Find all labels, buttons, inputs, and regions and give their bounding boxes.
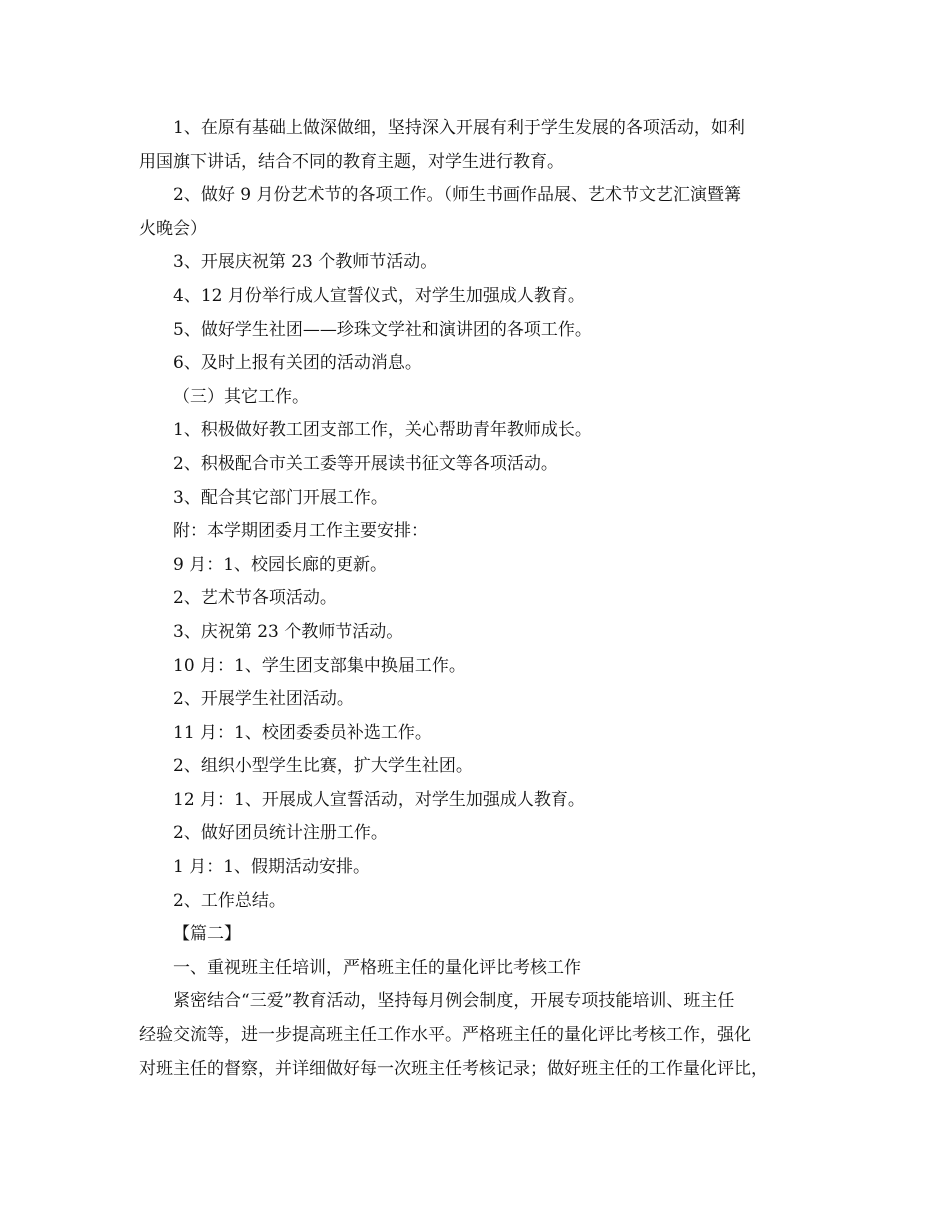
- schedule-line: 10 月：1、学生团支部集中换届工作。: [173, 655, 466, 676]
- schedule-line: 3、庆祝第 23 个教师节活动。: [173, 621, 404, 642]
- schedule-line: 1 月：1、假期活动安排。: [173, 857, 371, 878]
- text-line: 3、配合其它部门开展工作。: [173, 487, 388, 508]
- schedule-line: 2、工作总结。: [173, 890, 286, 911]
- text-line: 经验交流等，进一步提高班主任工作水平。严格班主任的量化评比考核工作，强化: [139, 1025, 751, 1046]
- text-line: 6、及时上报有关团的活动消息。: [173, 353, 422, 374]
- part-heading: 【篇二】: [173, 924, 241, 945]
- text-line: 紧密结合“三爱”教育活动，坚持每月例会制度，开展专项技能培训、班主任: [173, 991, 735, 1012]
- text-line: 1、积极做好教工团支部工作，关心帮助青年教师成长。: [173, 420, 592, 441]
- text-line: 对班主任的督察，并详细做好每一次班主任考核记录；做好班主任的工作量化评比，: [139, 1058, 768, 1079]
- schedule-line: 2、艺术节各项活动。: [173, 588, 337, 609]
- document-page: [139, 112, 825, 1086]
- section-heading: 一、重视班主任培训，严格班主任的量化评比考核工作: [173, 957, 581, 978]
- text-line: 4、12 月份举行成人宣誓仪式，对学生加强成人教育。: [173, 285, 585, 306]
- text-line: 用国旗下讲话，结合不同的教育主题，对学生进行教育。: [139, 151, 564, 172]
- text-line: 5、做好学生社团——珍珠文学社和演讲团的各项工作。: [173, 319, 592, 340]
- text-line: 2、积极配合市关工委等开展读书征文等各项活动。: [173, 453, 558, 474]
- schedule-heading: 附：本学期团委月工作主要安排：: [173, 521, 428, 542]
- text-line: 火晚会）: [139, 218, 207, 239]
- schedule-line: 12 月：1、开展成人宣誓活动，对学生加强成人教育。: [173, 789, 585, 810]
- text-line: 3、开展庆祝第 23 个教师节活动。: [173, 252, 438, 273]
- schedule-line: 2、组织小型学生比赛，扩大学生社团。: [173, 756, 473, 777]
- text-line: 1、在原有基础上做深做细，坚持深入开展有利于学生发展的各项活动，如利: [173, 118, 745, 138]
- schedule-line: 11 月：1、校团委委员补选工作。: [173, 722, 432, 743]
- schedule-line: 2、做好团员统计注册工作。: [173, 823, 388, 844]
- text-line: 2、做好 9 月份艺术节的各项工作。（师生书画作品展、艺术节文艺汇演暨篝: [173, 185, 741, 206]
- section-heading: （三）其它工作。: [173, 386, 309, 407]
- schedule-line: 9 月：1、校园长廊的更新。: [173, 554, 388, 575]
- schedule-line: 2、开展学生社团活动。: [173, 689, 354, 710]
